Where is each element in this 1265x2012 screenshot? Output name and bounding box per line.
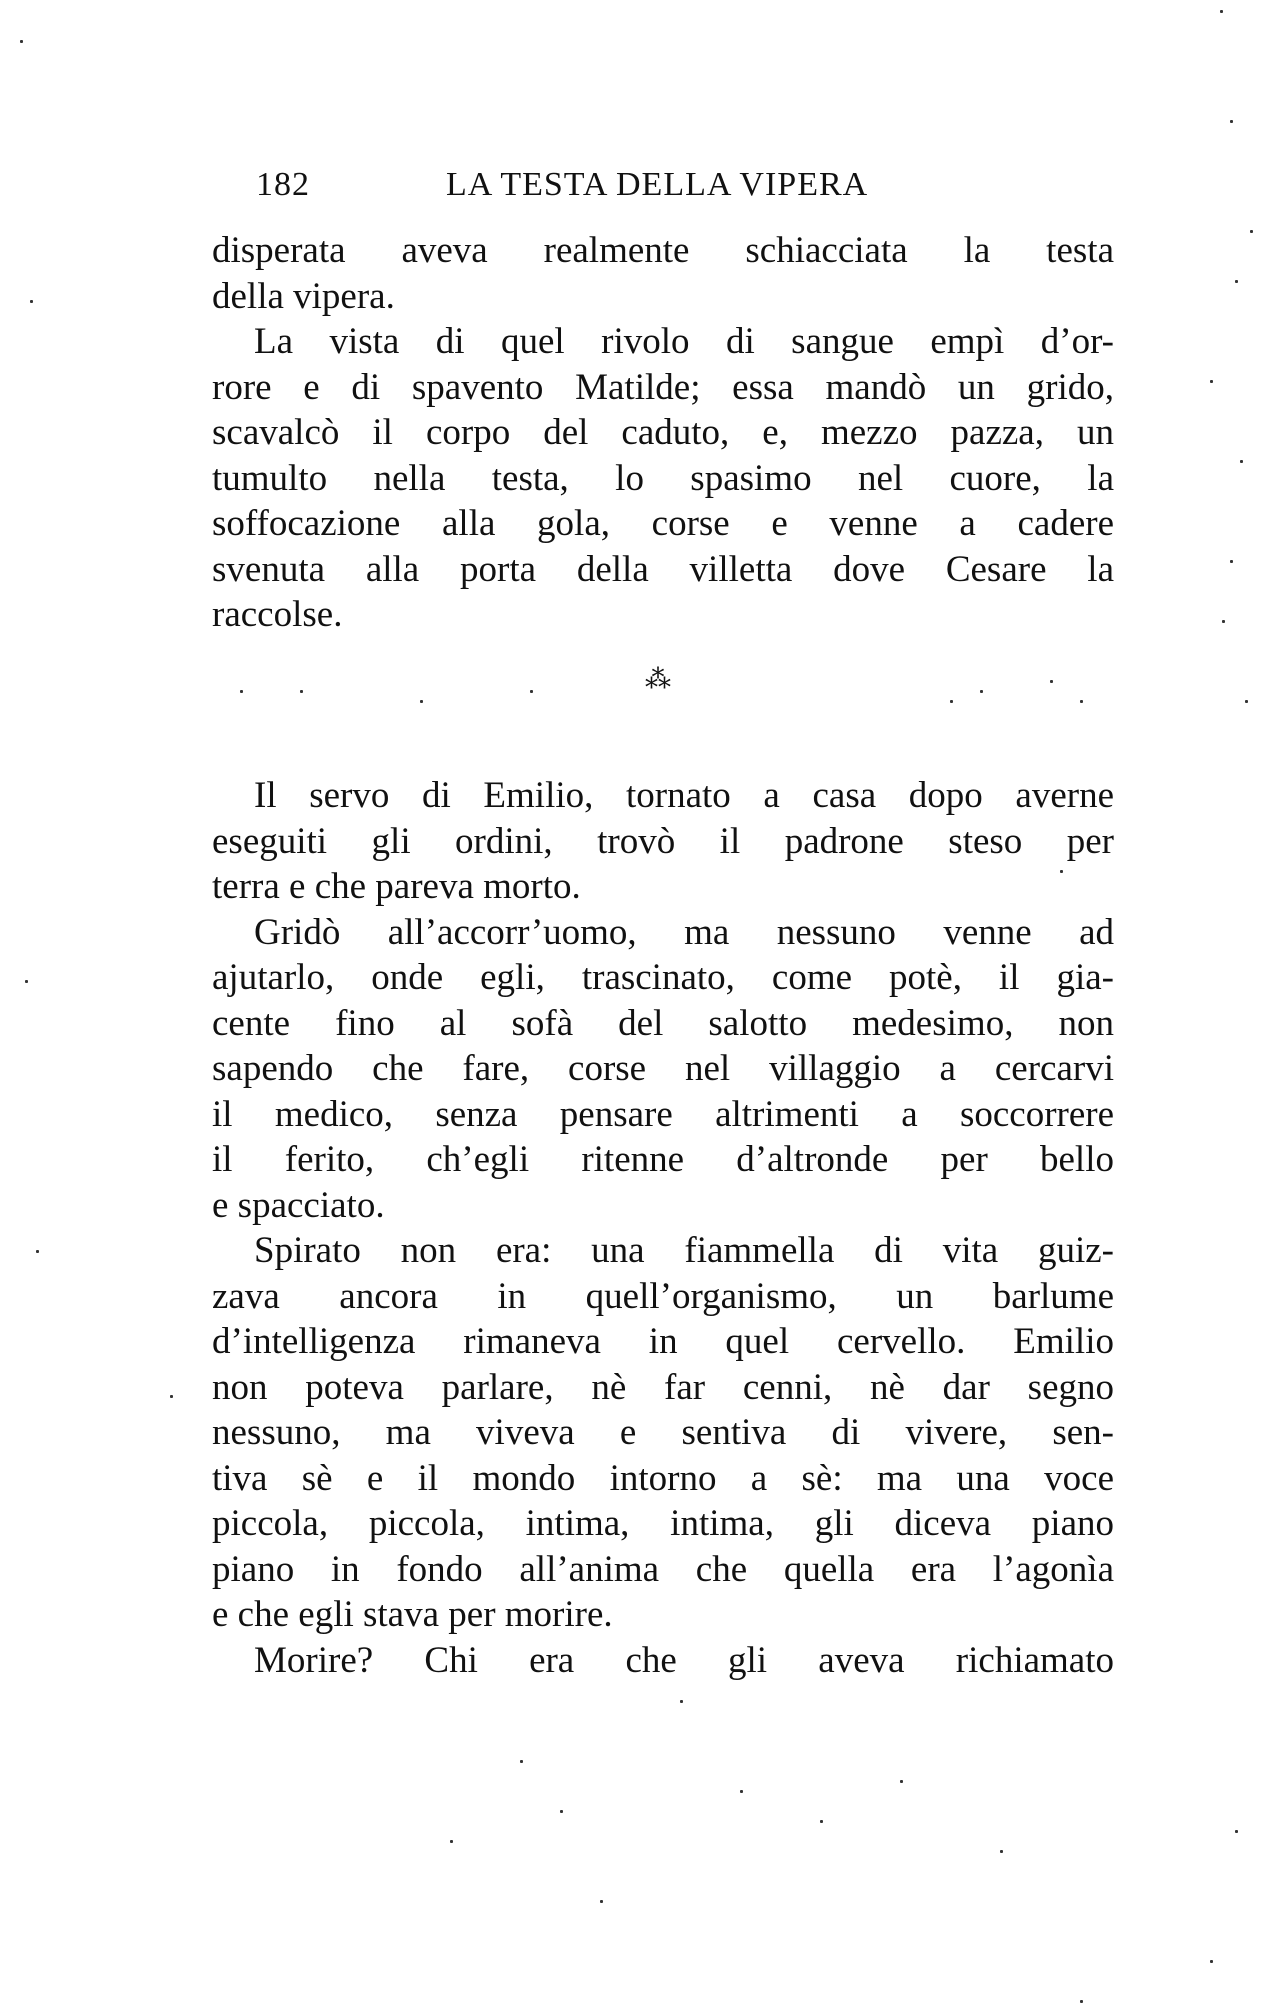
speck	[1000, 1850, 1003, 1853]
speck	[1210, 1960, 1213, 1963]
text-line: d’intelligenza rimaneva in quel cervello. Emilio	[212, 1321, 1114, 1362]
text-line: svenuta alla porta della villetta dove Cesare la	[212, 548, 1114, 590]
text-line: La vista di quel rivolo di sangue empì d’or-	[254, 321, 1114, 362]
speck	[1220, 10, 1223, 13]
speck	[740, 1790, 743, 1793]
section-break-asterism: ⁂	[645, 665, 671, 694]
text-line: non poteva parlare, nè far cenni, nè dar segno	[212, 1366, 1114, 1408]
text-line: e spacciato.	[212, 1184, 385, 1226]
speck	[1230, 560, 1233, 563]
page-number: 182	[256, 166, 310, 203]
text-line: tiva sè e il mondo intorno a sè: ma una voce	[212, 1457, 1114, 1499]
running-title: LA TESTA DELLA VIPERA	[446, 166, 869, 203]
speck	[1235, 1830, 1238, 1833]
text-line: disperata aveva realmente schiacciata la testa	[212, 230, 1114, 271]
speck	[170, 1395, 173, 1398]
speck	[30, 300, 33, 303]
speck	[25, 980, 28, 983]
text-line: cente fino al sofà del salotto medesimo, non	[212, 1002, 1114, 1044]
text-line: piano in fondo all’anima che quella era l’agonìa	[212, 1548, 1114, 1590]
speck	[1210, 380, 1213, 383]
speck	[1230, 120, 1233, 123]
speck	[980, 690, 983, 693]
speck	[560, 1810, 563, 1813]
text-line: tumulto nella testa, lo spasimo nel cuore, la	[212, 457, 1114, 499]
text-line: Il servo di Emilio, tornato a casa dopo averne	[254, 775, 1114, 816]
speck	[300, 690, 303, 693]
text-line: sapendo che fare, corse nel villaggio a cercarvi	[212, 1048, 1114, 1089]
speck	[420, 700, 423, 703]
text-line: piccola, piccola, intima, intima, gli diceva piano	[212, 1503, 1114, 1544]
text-line: ajutarlo, onde egli, trascinato, come potè, il gia-	[212, 957, 1114, 998]
text-line: Spirato non era: una fiammella di vita guiz-	[254, 1230, 1114, 1271]
speck	[20, 40, 23, 43]
speck	[450, 1840, 453, 1843]
speck	[1235, 280, 1238, 283]
text-line: nessuno, ma viveva e sentiva di vivere, sen-	[212, 1412, 1114, 1453]
text-line: rore e di spavento Matilde; essa mandò un grido,	[212, 366, 1114, 408]
text-line: scavalcò il corpo del caduto, e, mezzo pazza, un	[212, 412, 1114, 453]
text-block-2	[212, 773, 1114, 1683]
text-line: il medico, senza pensare altrimenti a soccorrere	[212, 1093, 1114, 1135]
speck	[820, 1820, 823, 1823]
speck	[900, 1780, 903, 1783]
speck	[1080, 2000, 1083, 2003]
speck	[1050, 680, 1053, 683]
text-line: Gridò all’accorr’uomo, ma nessuno venne ad	[254, 911, 1114, 953]
text-line: terra e che pareva morto.	[212, 866, 581, 907]
running-head	[256, 166, 868, 204]
speck	[1250, 230, 1253, 233]
speck	[950, 700, 953, 703]
speck	[36, 1250, 39, 1253]
speck	[1245, 700, 1248, 703]
text-line: eseguiti gli ordini, trovò il padrone steso per	[212, 820, 1114, 862]
speck	[530, 690, 533, 693]
text-line: il ferito, ch’egli ritenne d’altronde per bello	[212, 1139, 1114, 1180]
speck	[1060, 870, 1063, 873]
text-line: e che egli stava per morire.	[212, 1594, 613, 1635]
text-block-1	[212, 228, 1114, 638]
text-line: raccolse.	[212, 594, 343, 635]
speck	[1222, 620, 1225, 623]
text-line: zava ancora in quell’organismo, un barlume	[212, 1275, 1114, 1317]
speck	[520, 1760, 523, 1763]
speck	[1240, 460, 1243, 463]
speck	[1080, 700, 1083, 703]
text-line: della vipera.	[212, 275, 395, 317]
speck	[240, 690, 243, 693]
text-line: soffocazione alla gola, corse e venne a cadere	[212, 503, 1114, 544]
text-line: Morire? Chi era che gli aveva richiamato	[254, 1639, 1114, 1681]
speck	[600, 1900, 603, 1903]
speck	[680, 1700, 683, 1703]
